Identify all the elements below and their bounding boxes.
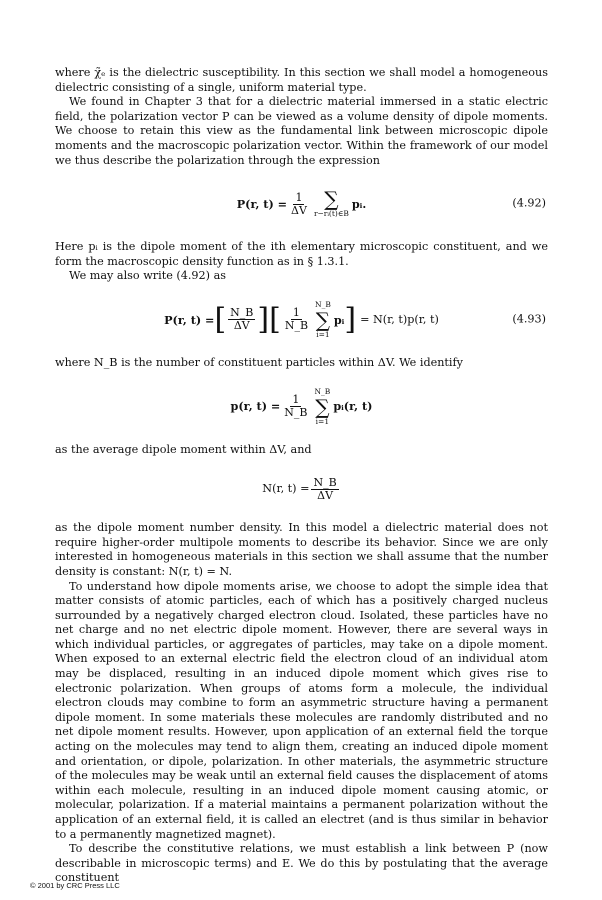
eq3-lhs: p(r, t) = [230,399,281,414]
paragraph-9: To describe the constitutive relations, we must establish a link between P (now describable in microscopic terms) and E. We do this by postulating that the average constituent [55,842,548,885]
paragraph-6: as the average dipole moment within ΔV, and [55,442,312,456]
eq4-fraction: $\frac{N\_B}{\Delta V}$ [313,475,337,502]
eq1-fraction: $\frac{1}{\Delta V}$ [291,190,307,217]
paragraph-4: We may also write (4.92) as [69,269,226,283]
eq2-fraction-1: $\frac{N\_B}{\Delta V}$ [230,306,254,333]
eq1-term: pᵢ. [351,196,367,211]
eq2-number: (4.93) [512,312,546,326]
eq2-lhs: P(r, t) = [164,312,215,327]
equation-number-density [55,465,548,513]
paragraph-7: as the dipole moment number density. In this model a dielectric material does not require higher-order multipole moments to describe its behavior. Since we are only interested in homogeneous materials in this section we shall assume that the number density is constant: N(r, t) = N. [55,521,548,578]
eq2-fraction-2: $\frac{1}{N\_B}$ [284,306,309,333]
eq4-lhs: N(r, t) = [262,481,310,495]
paragraph-2: We found in Chapter 3 that for a dielectric material immersed in a static electric field, the polarization vector P can be viewed as a volume density of dipole moments. We choose to retain this view as the fundamental link between microscopic dipole moments and the macroscopic polarization vector. Within the framework of our model we thus describe the polarization through the expression [55,95,548,167]
equation-average-dipole [55,379,548,435]
eq3-term: pᵢ(r, t) [333,399,373,414]
copyright-footer: © 2001 by CRC Press LLC [30,881,120,890]
eq3-sum: N_B ∑ i=1 [314,386,331,426]
eq1-sum: ∑ r−rᵢ(t)∈B [313,187,349,219]
equation-4-92 [55,176,548,232]
eq3-fraction: $\frac{1}{N\_B}$ [284,393,308,420]
paragraph-1: where χ̃ₑ is the dielectric susceptibility. In this section we shall model a homogeneous dielectric consisting of a single, uniform material type. [55,66,548,94]
page-body [55,66,548,886]
equation-4-93: P(r, t) = [ $\frac{N\_B}{\Delta V}$ ] [ $\frac{1}{N\_B}$ N_B ∑ i=1 pᵢ ] = N(r, t)p(r, t) (4.93) [164,299,546,339]
eq2-term: pᵢ [333,312,345,327]
paragraph-3: Here pᵢ is the dipole moment of the ith elementary microscopic constituent, and we form the macroscopic density function as in § 1.3.1. [55,240,548,268]
eq1-lhs: P(r, t) = [236,196,288,211]
paragraph-8: To understand how dipole moments arise, we choose to adopt the simple idea that matter consists of atomic particles, each of which has a positively charged nucleus surrounded by a negatively charged electron cloud. Isolated, these particles have no net charge and no net electric dipole moment. However, there are several ways in which individual particles, or aggregates of particles, may take on a dipole moment. When exposed to an external electric field the electron cloud of an individual atom may be displaced, resulting in an induced dipole moment which gives rise to electronic polarization. When groups of atoms form a molecule, the individual electron clouds may combine to form an asymmetric structure having a permanent dipole moment. In some materials these molecules are randomly distributed and no net dipole moment results. However, upon application of an external field the torque acting on the molecules may tend to align them, creating an induced dipole moment and orientation, or dipole, polarization. In other materials, the asymmetric structure of the molecules may be weak until an external field causes the displacement of atoms within each molecule, resulting in an induced dipole moment causing atomic, or molecular, polarization. If a material maintains a permanent polarization without the application of an external field, it is called an electret (and is thus similar in behavior to a permanently magnetized magnet). [55,579,548,841]
eq2-sum: N_B ∑ i=1 [315,299,331,339]
eq2-rhs: = N(r, t)p(r, t) [360,312,439,326]
paragraph-5: where N_B is the number of constituent particles within ΔV. We identify [55,355,463,369]
eq1-number: (4.92) [512,196,546,210]
